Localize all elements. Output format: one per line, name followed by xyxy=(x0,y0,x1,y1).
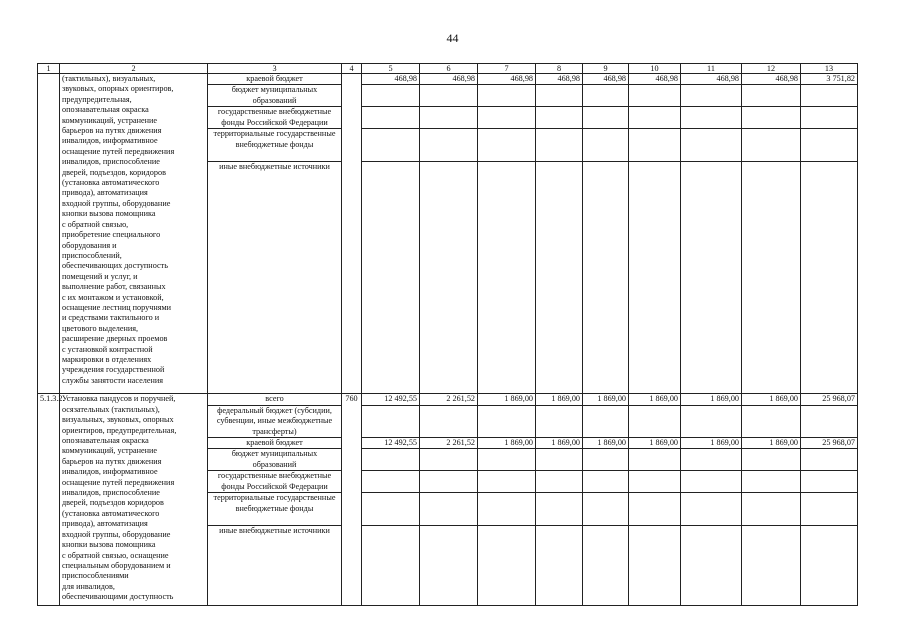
value-cell xyxy=(629,471,681,493)
value-cell xyxy=(583,526,629,606)
value-cell: 1 869,00 xyxy=(681,438,742,449)
header-cell: 9 xyxy=(583,64,629,74)
value-cell: 2 261,52 xyxy=(420,438,478,449)
value-cell xyxy=(362,405,420,437)
funding-source: федеральный бюджет (субсидии, субвенции, иные межбюджетные трансферты) xyxy=(208,405,342,437)
value-cell xyxy=(681,129,742,162)
row-description: (тактильных), визуальных, звуковых, опорных ориентиров, предупредительная, опознавательная окраска коммуникаций, устранение барьеров на путях движения инвалидов, информативное оснащение путей передвижения инвалидов, приспособление дверей, подъездов, коридоров (установка автоматического привода), автоматизация входной группы, оборудование кнопки вызова помощника с обратной связью, приобретение специального оборудования и приспособлений, обеспечивающих доступность помещений и услуг, и выполнение работ, связанных с их монтажом и установкой, оснащение лестниц поручнями и средствами тактильного и цветового выделения, расширение дверных проемов с установкой контрастной маркировки в отделениях учреждения государственной службы занятости населения xyxy=(60,74,208,394)
value-cell xyxy=(536,526,583,606)
value-cell xyxy=(742,107,801,129)
value-cell: 1 869,00 xyxy=(629,394,681,405)
funding-source: иные внебюджетные источники xyxy=(208,526,342,606)
row-code xyxy=(38,74,60,394)
value-cell xyxy=(362,493,420,526)
value-cell xyxy=(742,493,801,526)
value-cell xyxy=(420,493,478,526)
value-cell: 1 869,00 xyxy=(583,438,629,449)
header-cell: 13 xyxy=(801,64,858,74)
value-cell xyxy=(742,129,801,162)
value-cell: 12 492,55 xyxy=(362,394,420,405)
value-cell: 12 492,55 xyxy=(362,438,420,449)
funding-source: государственные внебюджетные фонды Российской Федерации xyxy=(208,471,342,493)
funding-source: бюджет муниципальных образований xyxy=(208,449,342,471)
value-cell: 25 968,07 xyxy=(801,438,858,449)
value-cell: 468,98 xyxy=(629,74,681,85)
value-cell xyxy=(681,162,742,394)
value-cell xyxy=(536,471,583,493)
value-cell xyxy=(583,471,629,493)
header-cell: 2 xyxy=(60,64,208,74)
value-cell xyxy=(420,526,478,606)
value-cell xyxy=(629,129,681,162)
value-cell xyxy=(420,85,478,107)
value-cell xyxy=(801,85,858,107)
value-cell: 1 869,00 xyxy=(583,394,629,405)
table-row xyxy=(38,74,858,85)
value-cell xyxy=(420,449,478,471)
value-cell xyxy=(478,85,536,107)
value-cell: 2 261,52 xyxy=(420,394,478,405)
value-cell: 1 869,00 xyxy=(536,438,583,449)
row-description: Установка пандусов и поручней, осязательных (тактильных), визуальных, звуковых, опорных ориентиров, предупредительная, опознавательная окраска коммуникаций, устранение барьеров на путях движения инвалидов, информативное оснащение путей передвижения инвалидов, приспособление дверей, подъездов коридоров (установка автоматического привода), автоматизация входной группы, оборудование кнопки вызова помощника с обратной связью, оснащение специальным оборудованием и приспособлениями для инвалидов, обеспечивающими доступность xyxy=(60,394,208,606)
table-row xyxy=(38,394,858,405)
value-cell xyxy=(362,162,420,394)
header-row xyxy=(38,64,858,74)
value-cell xyxy=(420,129,478,162)
value-cell xyxy=(742,526,801,606)
value-cell: 468,98 xyxy=(420,74,478,85)
funding-source: иные внебюджетные источники xyxy=(208,162,342,394)
row-activity: 760 xyxy=(342,394,362,606)
value-cell xyxy=(801,526,858,606)
value-cell xyxy=(362,85,420,107)
value-cell xyxy=(742,162,801,394)
value-cell: 25 968,07 xyxy=(801,394,858,405)
value-cell: 1 869,00 xyxy=(742,438,801,449)
value-cell: 468,98 xyxy=(742,74,801,85)
funding-source: государственные внебюджетные фонды Российской Федерации xyxy=(208,107,342,129)
value-cell xyxy=(681,405,742,437)
value-cell xyxy=(629,526,681,606)
value-cell xyxy=(583,449,629,471)
value-cell: 468,98 xyxy=(583,74,629,85)
value-cell xyxy=(801,449,858,471)
value-cell xyxy=(362,526,420,606)
value-cell: 1 869,00 xyxy=(629,438,681,449)
value-cell xyxy=(478,449,536,471)
value-cell: 1 869,00 xyxy=(742,394,801,405)
value-cell xyxy=(681,526,742,606)
funding-source: бюджет муниципальных образований xyxy=(208,85,342,107)
value-cell xyxy=(629,85,681,107)
header-cell: 7 xyxy=(478,64,536,74)
table-body xyxy=(38,64,858,606)
value-cell xyxy=(536,85,583,107)
funding-source: территориальные государственные внебюджетные фонды xyxy=(208,129,342,162)
value-cell: 468,98 xyxy=(362,74,420,85)
value-cell xyxy=(583,405,629,437)
value-cell xyxy=(536,405,583,437)
value-cell xyxy=(478,405,536,437)
value-cell xyxy=(362,471,420,493)
value-cell xyxy=(583,107,629,129)
value-cell xyxy=(742,471,801,493)
value-cell xyxy=(536,449,583,471)
value-cell xyxy=(420,162,478,394)
value-cell xyxy=(681,493,742,526)
value-cell xyxy=(583,162,629,394)
value-cell xyxy=(583,129,629,162)
value-cell xyxy=(362,129,420,162)
value-cell xyxy=(478,471,536,493)
value-cell: 468,98 xyxy=(681,74,742,85)
value-cell xyxy=(681,449,742,471)
value-cell xyxy=(478,526,536,606)
row-activity xyxy=(342,74,362,394)
value-cell xyxy=(801,493,858,526)
value-cell xyxy=(536,129,583,162)
header-cell: 10 xyxy=(629,64,681,74)
value-cell xyxy=(478,162,536,394)
value-cell xyxy=(801,405,858,437)
value-cell xyxy=(681,471,742,493)
value-cell: 468,98 xyxy=(478,74,536,85)
value-cell: 3 751,82 xyxy=(801,74,858,85)
header-cell: 3 xyxy=(208,64,342,74)
value-cell xyxy=(801,129,858,162)
value-cell xyxy=(420,471,478,493)
value-cell xyxy=(420,405,478,437)
value-cell xyxy=(629,493,681,526)
value-cell xyxy=(742,85,801,107)
budget-table xyxy=(37,63,858,606)
value-cell xyxy=(420,107,478,129)
header-cell: 5 xyxy=(362,64,420,74)
value-cell xyxy=(362,107,420,129)
value-cell: 1 869,00 xyxy=(681,394,742,405)
header-cell: 4 xyxy=(342,64,362,74)
value-cell xyxy=(681,85,742,107)
row-code: 5.1.3.2. xyxy=(38,394,60,606)
header-cell: 12 xyxy=(742,64,801,74)
value-cell xyxy=(583,85,629,107)
value-cell xyxy=(478,107,536,129)
value-cell xyxy=(362,449,420,471)
value-cell xyxy=(629,107,681,129)
header-cell: 11 xyxy=(681,64,742,74)
value-cell xyxy=(681,107,742,129)
value-cell xyxy=(629,162,681,394)
value-cell xyxy=(536,107,583,129)
value-cell: 1 869,00 xyxy=(536,394,583,405)
header-cell: 8 xyxy=(536,64,583,74)
header-cell: 6 xyxy=(420,64,478,74)
value-cell xyxy=(742,449,801,471)
page-number: 44 xyxy=(446,31,459,45)
value-cell: 468,98 xyxy=(536,74,583,85)
funding-source: территориальные государственные внебюджетные фонды xyxy=(208,493,342,526)
value-cell xyxy=(801,107,858,129)
value-cell xyxy=(629,449,681,471)
value-cell xyxy=(629,405,681,437)
value-cell xyxy=(742,405,801,437)
funding-source: всего xyxy=(208,394,342,405)
value-cell xyxy=(801,162,858,394)
value-cell xyxy=(478,129,536,162)
value-cell xyxy=(478,493,536,526)
value-cell xyxy=(536,493,583,526)
value-cell xyxy=(801,471,858,493)
value-cell: 1 869,00 xyxy=(478,438,536,449)
value-cell: 1 869,00 xyxy=(478,394,536,405)
value-cell xyxy=(536,162,583,394)
value-cell xyxy=(583,493,629,526)
funding-source: краевой бюджет xyxy=(208,438,342,449)
funding-source: краевой бюджет xyxy=(208,74,342,85)
header-cell: 1 xyxy=(38,64,60,74)
